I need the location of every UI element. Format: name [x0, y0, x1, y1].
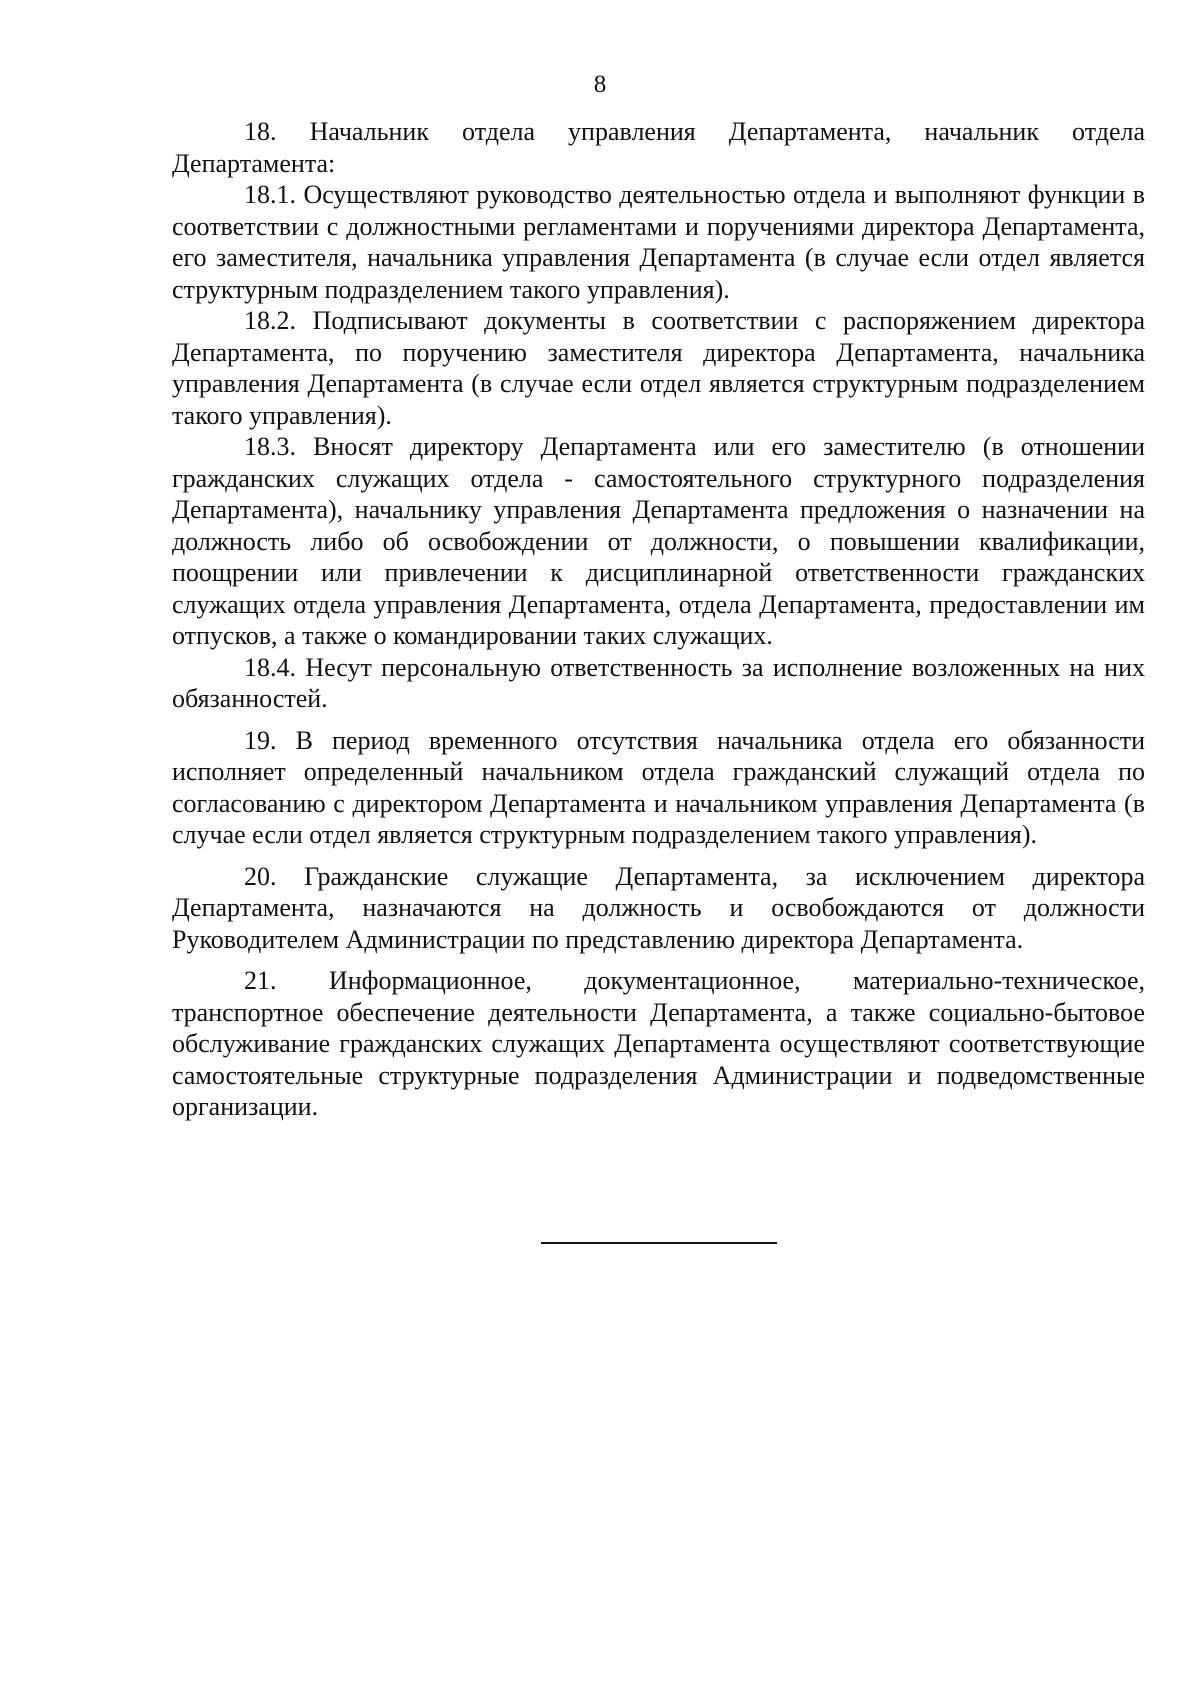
paragraph-text: Гражданские служащие Департамента, за исключением директора Департамента, назначаются на должность и освобождаются от должности Руководителем Администрации по представлению директора Департамента.: [172, 861, 1146, 954]
paragraph-text: Вносят директору Департамента или его заместителю (в отношении гражданских служащих отдела - самостоятельного структурного подразделения Департамента), начальнику управления Департамента предложения о назначении на должность либо об освобождении от должности, о повышении квалификации, поощрении или привлечении к дисциплинарной ответственности гражданских служащих отдела управления Департамента, отдела Департамента, предоставлении им отпусков, а также о командировании таких служащих.: [172, 432, 1146, 650]
end-of-document-rule: [541, 1242, 777, 1244]
paragraph-18-2: [172, 305, 1145, 431]
paragraph-text: Информационное, документационное, материально-техническое, транспортное обеспечение деятельности Департамента, а также социально-бытовое обслуживание гражданских служащих Департамента осуществляют соответствующие самостоятельные структурные подразделения Администрации и подведомственные организации.: [172, 966, 1145, 1121]
paragraph-number: 18.1.: [244, 180, 296, 209]
paragraph-number: 18.3.: [244, 432, 296, 461]
paragraph-20: [172, 861, 1145, 956]
paragraph-18-3: [172, 431, 1145, 652]
paragraph-text: Подписывают документы в соответствии с распоряжением директора Департамента, по поручению заместителя директора Департамента, начальника управления Департамента (в случае если отдел является структурным подразделением такого управления).: [172, 306, 1146, 430]
paragraph-18: [172, 116, 1145, 179]
paragraph-number: 19.: [244, 725, 277, 755]
page-number: 8: [593, 71, 607, 98]
paragraph-18-1: [172, 179, 1145, 305]
document-body: [172, 116, 1145, 1123]
paragraph-text: В период временного отсутствия начальника отдела его обязанности исполняет определенный начальником отдела гражданский служащий отдела по согласованию с директором Департамента и начальником управления Департамента (в случае если отдел является структурным подразделением такого управления).: [172, 725, 1146, 849]
paragraph-number: 18.2.: [244, 306, 296, 335]
paragraph-number: 18.: [244, 117, 277, 146]
paragraph-number: 20.: [244, 861, 277, 891]
paragraph-text: Осуществляют руководство деятельностью отдела и выполняют функции в соответствии с должностными регламентами и поручениями директора Департамента, его заместителя, начальника управления Департамента (в случае если отдел является структурным подразделением такого управления).: [172, 180, 1145, 304]
paragraph-number: 18.4.: [244, 652, 296, 682]
paragraph-number: 21.: [244, 966, 277, 995]
paragraph-18-4: [172, 652, 1145, 715]
paragraph-text: Несут персональную ответственность за исполнение возложенных на них обязанностей.: [172, 652, 1146, 713]
paragraph-text: Начальник отдела управления Департамента, начальник отдела Департамента:: [172, 117, 1145, 178]
paragraph-19: [172, 725, 1145, 851]
paragraph-21: [172, 965, 1145, 1123]
